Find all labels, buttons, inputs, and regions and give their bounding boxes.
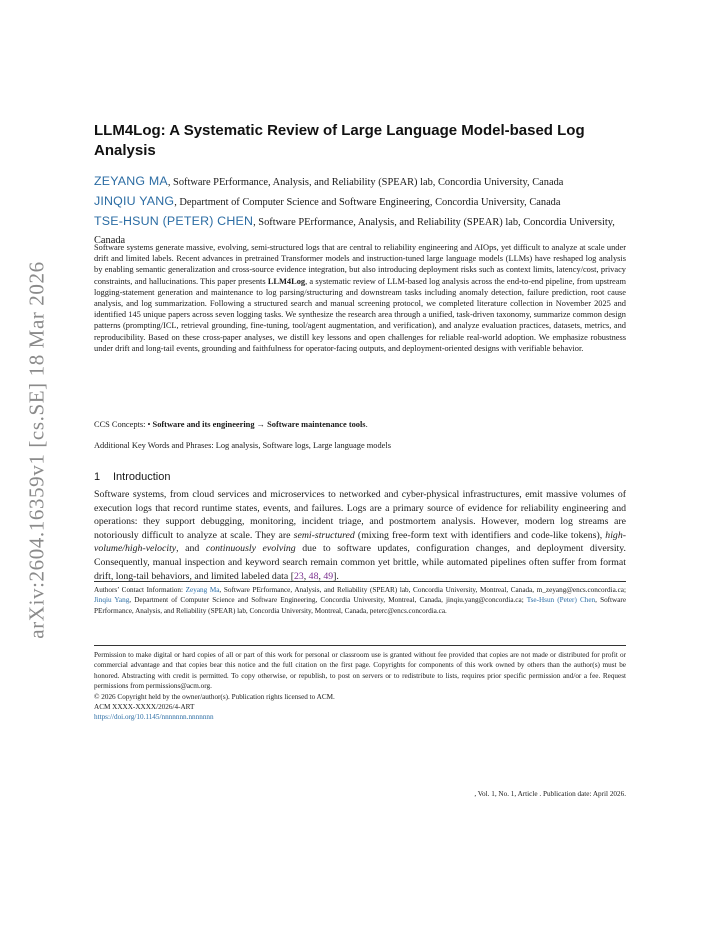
emphasis: high-volume/high-velocity xyxy=(94,529,626,555)
contact-text: , Software PErformance, Analysis, and Reliability (SPEAR) lab, Concordia University, Montreal, Canada, m_zeyang@encs.concordia.ca; xyxy=(219,586,626,594)
abstract xyxy=(94,242,626,354)
section-heading xyxy=(94,470,626,484)
keywords: Additional Key Words and Phrases: Log analysis, Software logs, Large language models xyxy=(94,441,391,450)
body-text: ]. xyxy=(333,570,339,582)
permission-divider xyxy=(94,645,626,646)
ccs-arrow-icon: → xyxy=(254,420,268,429)
citation-link[interactable]: 48 xyxy=(308,570,319,582)
doi-link[interactable]: https://doi.org/10.1145/nnnnnnn.nnnnnnn xyxy=(94,713,214,722)
ccs-bullet: • xyxy=(147,420,153,429)
introduction-paragraph: Software systems, from cloud services and microservices to networked and cyber-physical infrastructures, emit massive volumes of execution logs that record runtime states, events, and failures. Logs are a primary source of evidence for reliability engineering and operations: they support debugging, monitoring, incident triage, and postmortem analysis. However, modern log streams are notoriously difficult to analyze at scale. They are semi-structured (mixing free-form text with identifiers and code-like tokens), high-volume/high-velocity, and continuously evolving due to software updates, configuration changes, and deployment diversity. Consequently, manual inspection and keyword search remain common yet brittle, while automated pipelines often suffer from format drift, long-tail behaviors, and limited labeled data [23, 48, 49]. xyxy=(94,489,626,582)
author-contact-link[interactable]: Tse-Hsun (Peter) Chen xyxy=(526,596,596,605)
footnote-divider xyxy=(94,581,626,582)
arxiv-identifier-stamp: arXiv:2604.16359v1 [cs.SE] 18 Mar 2026 xyxy=(24,261,49,639)
author-entry xyxy=(94,192,626,212)
copyright-line: © 2026 Copyright held by the owner/author(s). Publication rights licensed to ACM. xyxy=(94,692,335,701)
ccs-concept: Software and its engineering xyxy=(152,420,255,429)
emphasis: semi-structured xyxy=(293,529,355,541)
emphasis: continuously evolving xyxy=(205,543,296,555)
contact-text: , Software PErformance, Analysis, and Reliability (SPEAR) lab, Concordia University, Montreal, Canada, peterc@encs.concordia.ca. xyxy=(94,596,627,615)
ccs-concept: Software maintenance tools xyxy=(267,420,366,429)
permission-text: Permission to make digital or hard copies of all or part of this work for personal or classroom use is granted without fee provided that copies are not made or distributed for profit or commercial advantage and that copies bear this notice and the full citation on the first page. Copyrights for components of this work owned by others than the author(s) must be honored. Abstracting with credit is permitted. To copy otherwise, or republish, to post on servers or to redistribute to lists, requires prior specific permission and/or a fee. Request permissions from permissions@acm.org. xyxy=(94,651,626,691)
abstract-text: , a systematic review of LLM-based log analysis across the end-to-end pipeline, from upstream logging-statement generation and maintenance to log parsing/structuring and downstream tasks including anomaly detection, failure prediction, root cause analysis, and log summarization. Following a structured search and manual screening protocol, we completed literature collection in November 2025 and identified 145 unique papers across seven logging tasks. We synthesize the research area through a unified, task-driven taxonomy, summarize common design patterns (prompting/ICL, retrieval grounding, fine-tuning, tool/agent augmentation, and verification), and analyze evaluation practices, datasets, metrics, and reproducibility. Based on these cross-paper analyses, we distill key lessons and open challenges for reliable real-world adoption. We emphasize robustness under drift and long-tail events, grounding and faithfulness for operator-facing outputs, and deployment-oriented designs with verifiable behavior. xyxy=(94,276,626,353)
author-affiliation: , Software PErformance, Analysis, and Reliability (SPEAR) lab, Concordia University, Canada xyxy=(167,177,564,188)
ccs-concepts xyxy=(94,419,626,430)
ccs-label: CCS Concepts: xyxy=(94,420,148,429)
permission-notice xyxy=(94,650,626,723)
body-text: Software systems, from cloud services and microservices to networked and cyber-physical infrastructures, emit massive volumes of execution logs that record runtime states, events, and failures. Logs are a primary source of evidence for reliability engineering and operations: they support debugging, monitoring, incident triage, and postmortem analysis. However, modern log streams are notoriously difficult to analyze at scale. They are xyxy=(94,489,626,541)
author-entry xyxy=(94,172,626,192)
author-contact-link[interactable]: Jinqiu Yang xyxy=(94,596,130,605)
section-number: 1 xyxy=(94,471,101,483)
author-name: ZEYANG MA xyxy=(94,174,168,188)
contact-label: Authors’ Contact Information: xyxy=(94,586,186,594)
author-list xyxy=(94,172,626,250)
contact-text: , Department of Computer Science and Software Engineering, Concordia University, Montreal, Canada, jinqiu.yang@concordia.ca; xyxy=(129,596,527,605)
abstract-system-name: LLM4Log xyxy=(267,276,306,286)
author-contact-link[interactable]: Zeyang Ma xyxy=(185,586,220,594)
author-name: JINQIU YANG xyxy=(94,194,175,208)
author-name: TSE-HSUN (PETER) CHEN xyxy=(94,214,254,228)
body-text: due to software updates, configuration changes, and deployment diversity. Consequently, manual inspection and keyword search remain common yet brittle, while automated pipelines often suffer from format drift, long-tail behaviors, and limited labeled data [ xyxy=(94,543,626,582)
body-text: , and xyxy=(176,543,206,555)
section-title: Introduction xyxy=(113,471,171,483)
citation-link[interactable]: 49 xyxy=(323,570,334,582)
ccs-period: . xyxy=(365,420,368,429)
abstract-text: Software systems generate massive, evolving, semi-structured logs that are central to reliability engineering and AIOps, yet difficult to analyze at scale under drift and limited labels. Recent advances in pretrained Transformer models and instruction-tuned large language models (LLMs) have reshaped log analysis by enabling semantic generalization and cross-source evidence integration, but also introducing deployment risks such as context limits, latency/cost, privacy constraints, and hallucinations. This paper presents xyxy=(94,243,626,286)
paper-title: LLM4Log: A Systematic Review of Large Language Model-based Log Analysis xyxy=(94,122,585,159)
author-contact-info xyxy=(94,585,626,616)
citation-link[interactable]: 23 xyxy=(293,570,304,582)
author-affiliation: , Software PErformance, Analysis, and Reliability (SPEAR) lab, Concordia University, Canada xyxy=(94,217,615,246)
body-text: (mixing free-form text with identifiers and code-like tokens), xyxy=(354,529,606,541)
author-affiliation: , Department of Computer Science and Software Engineering, Concordia University, Canada xyxy=(174,197,561,208)
acm-number: ACM XXXX-XXXX/2026/4-ART xyxy=(94,703,195,712)
page-footer: , Vol. 1, No. 1, Article . Publication date: April 2026. xyxy=(474,790,626,798)
